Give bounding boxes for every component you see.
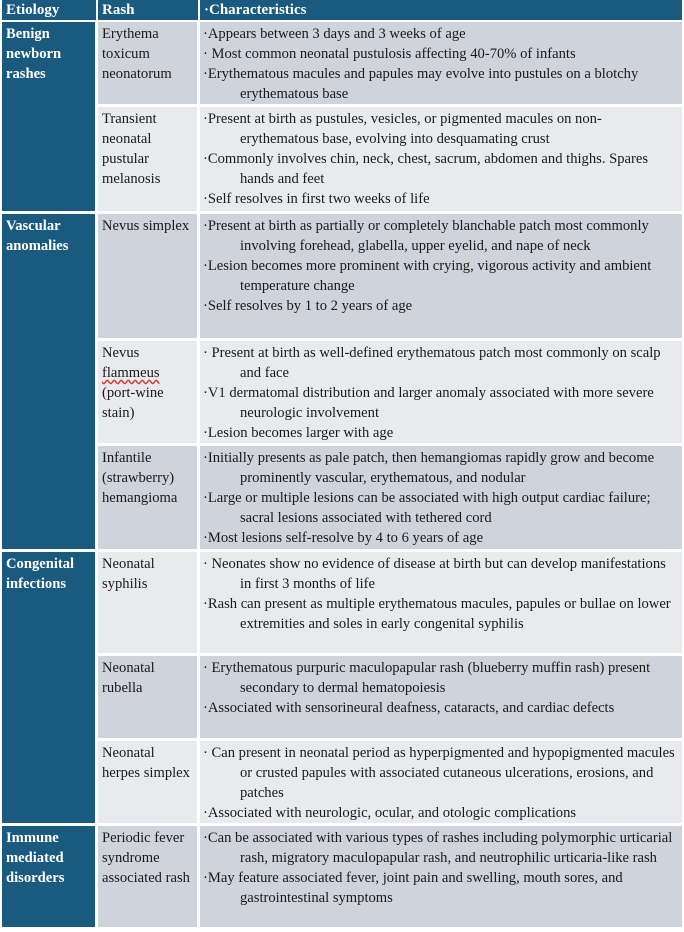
table-row xyxy=(2,826,682,930)
bullet: ·May feature associated fever, joint pain and swelling, mouth sores, and gastrointestinal symptoms xyxy=(203,870,623,906)
table-row xyxy=(2,107,682,214)
spellcheck-flagged-word: flammeus xyxy=(102,365,160,381)
rash-table xyxy=(2,0,682,930)
rash-cell: Neonatal herpes simplex xyxy=(98,741,200,826)
characteristics-cell xyxy=(200,107,682,214)
rash-cell: Periodic fever syndrome associated rash xyxy=(98,826,200,930)
table-row xyxy=(2,22,682,107)
bullet: ·Commonly involves chin, neck, chest, sacrum, abdomen and thighs. Spares hands and feet xyxy=(203,151,649,187)
bullet: · Erythematous purpuric maculopapular rash (blueberry muffin rash) present secondary to dermal hematopoiesis xyxy=(203,660,651,696)
rash-name-rest: (port-wine stain) xyxy=(102,385,164,421)
rash-name-first-word: Nevus xyxy=(102,345,140,361)
characteristics-cell xyxy=(200,826,682,930)
bullet: ·Lesion becomes more prominent with crying, vigorous activity and ambient temperature change xyxy=(203,258,652,294)
bullet: ·Erythematous macules and papules may evolve into pustules on a blotchy erythematous base xyxy=(203,66,639,102)
table-row xyxy=(2,656,682,741)
bullet: ·Lesion becomes larger with age xyxy=(203,425,394,441)
rash-cell xyxy=(98,341,200,446)
rash-cell: Infantile (strawberry) hemangioma xyxy=(98,446,200,552)
header-rash: Rash xyxy=(98,0,200,22)
characteristics-cell xyxy=(200,552,682,656)
bullet: ·Appears between 3 days and 3 weeks of age xyxy=(203,26,466,42)
characteristics-cell xyxy=(200,22,682,107)
header-row xyxy=(2,0,682,22)
characteristics-cell xyxy=(200,741,682,826)
header-etiology: Etiology xyxy=(2,0,98,22)
header-characteristics: ·Characteristics xyxy=(200,0,682,22)
bullet: ·V1 dermatomal distribution and larger anomaly associated with more severe neurologic involvement xyxy=(203,385,654,421)
bullet: · Can present in neonatal period as hyperpigmented and hypopigmented macules or crusted papules with associated cutaneous ulcerations, erosions, and patches xyxy=(203,745,675,801)
bullet: ·Associated with sensorineural deafness, cataracts, and cardiac defects xyxy=(203,700,615,716)
etiology-cell: Congenital infections xyxy=(2,552,98,826)
characteristics-cell xyxy=(200,214,682,341)
etiology-cell: Vascular anomalies xyxy=(2,214,98,552)
bullet: ·Present at birth as pustules, vesicles, or pigmented macules on non-erythematous base, evolving into desquamating crust xyxy=(203,111,602,147)
bullet: ·Self resolves in first two weeks of life xyxy=(203,191,430,207)
table-row xyxy=(2,446,682,552)
characteristics-cell xyxy=(200,656,682,741)
bullet: ·Large or multiple lesions can be associated with high output cardiac failure; sacral lesions associated with tethered cord xyxy=(203,490,651,526)
bullet: ·Initially presents as pale patch, then hemangiomas rapidly grow and become prominently vascular, erythematous, and nodular xyxy=(203,450,655,486)
characteristics-cell xyxy=(200,341,682,446)
bullet: · Neonates show no evidence of disease at birth but can develop manifestations in first 3 months of life xyxy=(203,556,666,592)
rash-cell: Transient neonatal pustular melanosis xyxy=(98,107,200,214)
etiology-cell: Benign newborn rashes xyxy=(2,22,98,214)
bullet: ·Present at birth as partially or completely blanchable patch most commonly involving forehead, glabella, upper eyelid, and nape of neck xyxy=(203,218,649,254)
rash-cell: Neonatal rubella xyxy=(98,656,200,741)
rash-cell: Nevus simplex xyxy=(98,214,200,341)
table-row xyxy=(2,741,682,826)
etiology-cell: Immune mediated disorders xyxy=(2,826,98,930)
table-row xyxy=(2,341,682,446)
bullet: ·Can be associated with various types of rashes including polymorphic urticarial rash, migratory maculopapular rash, and neutrophilic urticaria-like rash xyxy=(203,830,673,866)
bullet: · Most common neonatal pustulosis affecting 40-70% of infants xyxy=(203,46,576,62)
table-row xyxy=(2,552,682,656)
table-row xyxy=(2,214,682,341)
rash-cell: Neonatal syphilis xyxy=(98,552,200,656)
bullet: ·Most lesions self-resolve by 4 to 6 years of age xyxy=(203,530,484,546)
rash-cell: Erythema toxicum neonatorum xyxy=(98,22,200,107)
characteristics-cell xyxy=(200,446,682,552)
bullet: · Present at birth as well-defined erythematous patch most commonly on scalp and face xyxy=(203,345,661,381)
bullet: ·Self resolves by 1 to 2 years of age xyxy=(203,298,413,314)
bullet: ·Associated with neurologic, ocular, and otologic complications xyxy=(203,805,577,821)
bullet: ·Rash can present as multiple erythematous macules, papules or bullae on lower extremities and soles in early congenital syphilis xyxy=(203,596,671,632)
